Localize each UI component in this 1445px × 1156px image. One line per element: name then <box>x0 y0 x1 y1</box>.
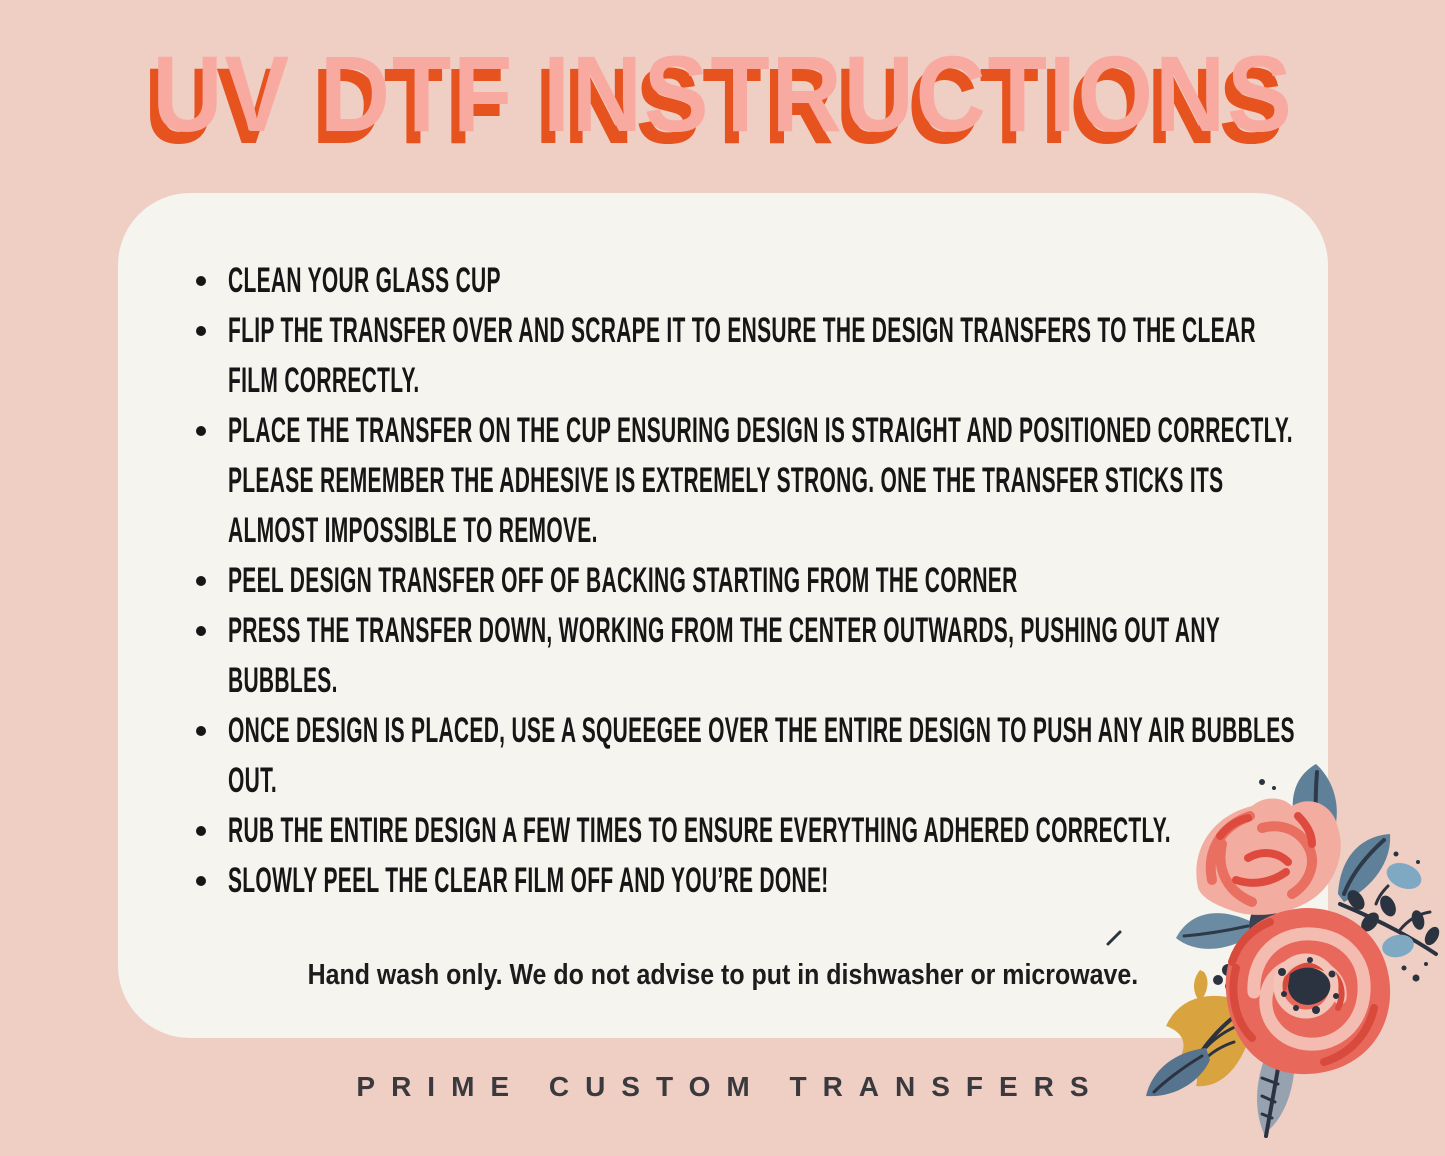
instruction-item <box>228 306 1328 406</box>
instruction-item <box>228 406 1328 556</box>
instruction-item <box>228 556 1328 606</box>
instruction-line: FLIP THE TRANSFER OVER AND SCRAPE IT TO ENSURE THE DESIGN TRANSFERS TO THE CLEAR <box>228 311 1256 350</box>
instruction-line: RUB THE ENTIRE DESIGN A FEW TIMES TO ENSURE EVERYTHING ADHERED CORRECTLY. <box>228 811 1171 850</box>
instruction-line: CLEAN YOUR GLASS CUP <box>228 261 501 300</box>
bullet-dot-icon <box>196 876 206 886</box>
instruction-line: PLACE THE TRANSFER ON THE CUP ENSURING DESIGN IS STRAIGHT AND POSITIONED CORRECTLY. <box>228 411 1293 450</box>
bottom-slate-leaf-icon <box>1146 1048 1210 1096</box>
instruction-line: ONCE DESIGN IS PLACED, USE A SQUEEGEE OVER THE ENTIRE DESIGN TO PUSH ANY AIR BUBBLES <box>228 711 1295 750</box>
instruction-line: SLOWLY PEEL THE CLEAR FILM OFF AND YOU’RE DONE! <box>228 861 829 900</box>
instruction-line: OUT. <box>228 761 278 800</box>
bullet-dot-icon <box>196 426 206 436</box>
instruction-line: ALMOST IMPOSSIBLE TO REMOVE. <box>228 511 598 550</box>
care-note-text: Hand wash only. We do not advise to put in dishwasher or microwave. <box>307 959 1139 991</box>
bullet-dot-icon <box>196 826 206 836</box>
instruction-item <box>228 256 1328 306</box>
instruction-line: PRESS THE TRANSFER DOWN, WORKING FROM THE CENTER OUTWARDS, PUSHING OUT ANY <box>228 611 1221 650</box>
instruction-line: PEEL DESIGN TRANSFER OFF OF BACKING STARTING FROM THE CORNER <box>228 561 1018 600</box>
bullet-dot-icon <box>196 626 206 636</box>
instruction-line: BUBBLES. <box>228 661 338 700</box>
watercolor-flower-icon <box>1100 730 1445 1156</box>
page-title: UV DTF INSTRUCTIONS <box>151 33 1294 154</box>
upper-rose-icon <box>1196 799 1340 915</box>
instruction-item <box>228 606 1328 706</box>
bullet-dot-icon <box>196 276 206 286</box>
bullet-dot-icon <box>196 576 206 586</box>
lower-rose-icon <box>1226 908 1390 1074</box>
brand-footer-text: PRIME CUSTOM TRANSFERS <box>356 1071 1105 1102</box>
instruction-line: PLEASE REMEMBER THE ADHESIVE IS EXTREMELY STRONG. ONE THE TRANSFER STICKS ITS <box>228 461 1224 500</box>
title-banner <box>0 33 1445 154</box>
instruction-line: FILM CORRECTLY. <box>228 361 420 400</box>
bullet-dot-icon <box>196 326 206 336</box>
bullet-dot-icon <box>196 726 206 736</box>
